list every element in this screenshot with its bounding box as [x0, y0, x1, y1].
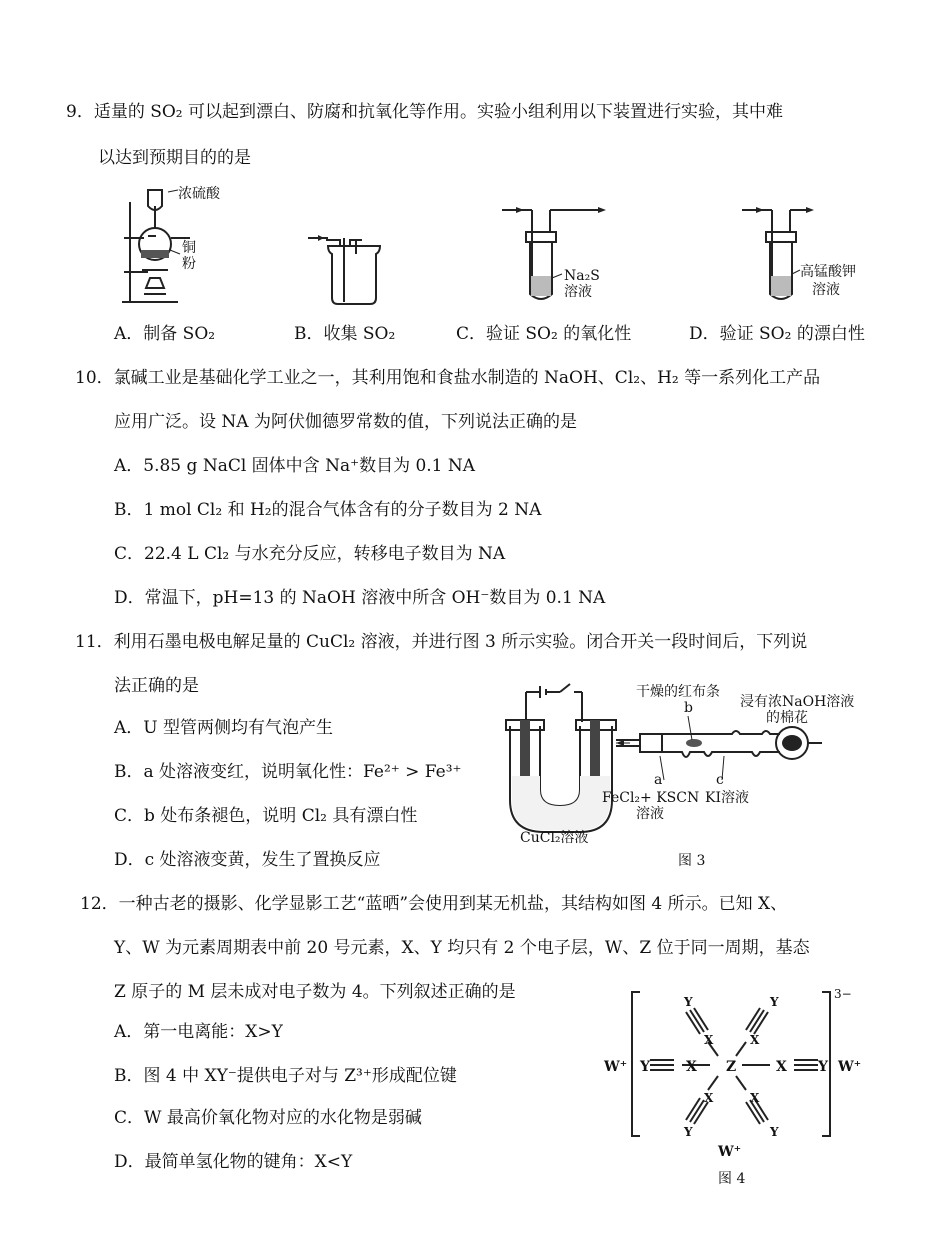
- label-naoh-cotton-1: 浸有浓NaOH溶液: [740, 694, 855, 710]
- q12-option-b: B．图 4 中 XY⁻提供电子对与 Z³⁺形成配位键: [114, 1066, 457, 1086]
- complex-charge: 3−: [834, 987, 852, 1001]
- label-na2s-1: Na₂S: [564, 268, 600, 284]
- na2s-test-tube: [496, 202, 626, 306]
- atom-z: Z: [726, 1059, 737, 1075]
- q12-option-a: A．第一电离能：X>Y: [114, 1022, 283, 1042]
- label-kmno4-2: 溶液: [812, 282, 840, 298]
- kmno4-test-tube: [736, 202, 866, 306]
- q10-stem-line2: 应用广泛。设 NA 为阿伏伽德罗常数的值，下列说法正确的是: [114, 412, 577, 432]
- q11-stem-line2: 法正确的是: [114, 676, 199, 696]
- q12-option-c: C．W 最高价氧化物对应的水化物是弱碱: [114, 1108, 422, 1128]
- label-dry-red-cloth: 干燥的红布条: [636, 684, 720, 700]
- label-na2s-2: 溶液: [564, 284, 592, 300]
- label-copper-1: 铜: [182, 240, 196, 256]
- atom-x-left: X: [686, 1059, 697, 1075]
- q9-option-c: C．验证 SO₂ 的氧化性: [456, 324, 632, 344]
- atom-y-right: Y: [818, 1059, 828, 1075]
- label-a: a: [654, 772, 663, 788]
- atom-y-upper-right: Y: [770, 995, 779, 1009]
- atom-y-left: Y: [640, 1059, 650, 1075]
- q11-option-a: A．U 型管两侧均有气泡产生: [114, 718, 334, 738]
- label-copper-2: 粉: [182, 256, 196, 272]
- gas-collecting-bottle: [302, 224, 382, 314]
- q10-stem-line1: 10．氯碱工业是基础化学工业之一，其利用饱和食盐水制造的 NaOH、Cl₂、H₂ 等一系列化工产品: [75, 368, 821, 388]
- atom-y-lower-right: Y: [770, 1125, 779, 1139]
- atom-x-lower-left: X: [704, 1091, 714, 1105]
- q11-option-d: D．c 处溶液变黄，发生了置换反应: [114, 850, 381, 870]
- label-conc-sulfuric: 浓硫酸: [178, 186, 220, 202]
- atom-y-upper-left: Y: [684, 995, 693, 1009]
- label-naoh-cotton-2: 的棉花: [766, 710, 808, 726]
- label-cucl2-solution: CuCl₂溶液: [520, 830, 589, 846]
- counter-ion-w-left: W⁺: [604, 1059, 628, 1075]
- q10-option-d: D．常温下，pH=13 的 NaOH 溶液中所含 OH⁻数目为 0.1 NA: [114, 588, 606, 608]
- q9-stem-line2: 以达到预期目的的是: [98, 148, 251, 168]
- label-kmno4-1: 高锰酸钾: [800, 264, 856, 280]
- q9-stem-line1: 9．适量的 SO₂ 可以起到漂白、防腐和抗氧化等作用。实验小组利用以下装置进行实验，其中难: [66, 102, 784, 122]
- atom-x-right: X: [776, 1059, 787, 1075]
- atom-y-lower-left: Y: [684, 1125, 693, 1139]
- q12-option-d: D．最简单氢化物的键角：X<Y: [114, 1152, 353, 1172]
- counter-ion-w-right: W⁺: [838, 1059, 862, 1075]
- figure-4-caption: 图 4: [718, 1171, 746, 1187]
- label-b: b: [684, 700, 693, 716]
- label-fecl2-kscn-1: FeCl₂+ KSCN: [602, 790, 700, 806]
- q10-option-a: A．5.85 g NaCl 固体中含 Na⁺数目为 0.1 NA: [114, 456, 476, 476]
- q12-stem-line3: Z 原子的 M 层未成对电子数为 4。下列叙述正确的是: [114, 982, 516, 1002]
- atom-x-upper-right: X: [750, 1033, 760, 1047]
- atom-x-upper-left: X: [704, 1033, 714, 1047]
- figure-3-caption: 图 3: [678, 853, 706, 869]
- label-fecl2-kscn-2: 溶液: [636, 806, 664, 822]
- atom-x-lower-right: X: [750, 1091, 760, 1105]
- label-ki-solution: KI溶液: [705, 790, 749, 806]
- q12-stem-line1: 12．一种古老的摄影、化学显影工艺“蓝晒”会使用到某无机盐，其结构如图 4 所示。已知 X、: [80, 894, 788, 914]
- label-c: c: [716, 772, 724, 788]
- q12-stem-line2: Y、W 为元素周期表中前 20 号元素，X、Y 均只有 2 个电子层，W、Z 位于同一周期，基态: [114, 938, 810, 958]
- q10-option-b: B．1 mol Cl₂ 和 H₂的混合气体含有的分子数目为 2 NA: [114, 500, 542, 520]
- q9-option-b: B．收集 SO₂: [294, 324, 396, 344]
- q10-option-c: C．22.4 L Cl₂ 与水充分反应，转移电子数目为 NA: [114, 544, 506, 564]
- q11-option-b: B．a 处溶液变红，说明氧化性：Fe²⁺ > Fe³⁺: [114, 762, 462, 782]
- q11-option-c: C．b 处布条褪色，说明 Cl₂ 具有漂白性: [114, 806, 418, 826]
- q11-stem-line1: 11．利用石墨电极电解足量的 CuCl₂ 溶液，并进行图 3 所示实验。闭合开关一段时间后，下列说: [75, 632, 808, 652]
- q9-option-a: A．制备 SO₂: [114, 324, 216, 344]
- counter-ion-w-bottom: W⁺: [718, 1144, 742, 1160]
- q9-option-d: D．验证 SO₂ 的漂白性: [689, 324, 865, 344]
